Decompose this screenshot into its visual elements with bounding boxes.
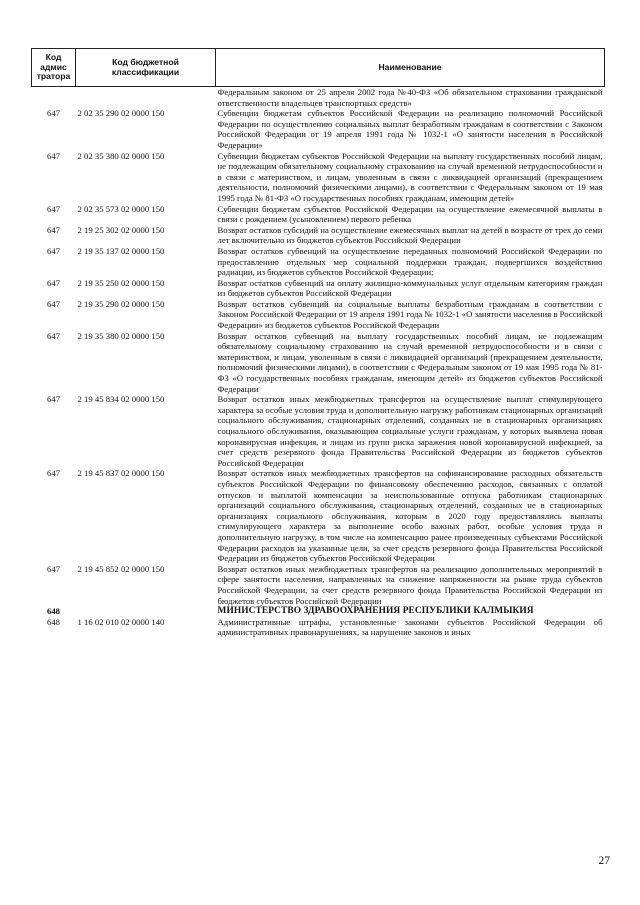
budget-code-cell: 1 16 02 010 02 0000 140 (77, 616, 165, 627)
budget-code-cell: 2 19 35 290 02 0000 150 (77, 298, 165, 309)
table-body (32, 87, 605, 638)
table-row (32, 108, 605, 150)
admin-code-cell (32, 87, 76, 109)
name-cell: Возврат остатков субвенций на социальные выплаты безработным гражданам в соответствии с Законом Российской Федерации от 19 апреля 1991 года № 1032-1 «О занятости населения в Российской Федерации» из бюджетов субъектов Российской Федерации (217, 298, 603, 331)
document-page (31, 48, 604, 638)
header-admin-code: Код адмис тратора (32, 49, 76, 87)
table-row (32, 204, 605, 225)
ministry-row (32, 606, 605, 617)
admin-code-cell: 647 (46, 245, 61, 256)
budget-code-cell: 2 19 35 380 02 0000 150 (77, 330, 165, 341)
budget-code-cell: 2 19 45 834 02 0000 150 (77, 394, 165, 405)
page-number: 27 (598, 855, 610, 867)
admin-code-cell: 647 (46, 203, 61, 214)
table-row (32, 394, 605, 468)
name-cell: Субвенции бюджетам субъектов Российской Федерации на выплату государственных пособий лицам, не подлежащим обязательному социальному страхованию на случай временной нетрудоспособности и в связи с материнством, и лицам, уволенным в связи с ликвидацией организаций (прекращением деятельности, полномочий физическими лицами), в соответствии с Федеральным законом от 19 мая 1995 года № 81-ФЗ «О государственных пособиях гражданам, имеющим детей» (217, 150, 603, 203)
table-row (32, 278, 605, 299)
table-row (32, 468, 605, 563)
admin-code-cell: 648 (46, 606, 61, 617)
admin-code-cell: 647 (46, 108, 61, 119)
table-header (32, 49, 605, 87)
name-cell: МИНИСТЕРСТВО ЗДРАВООХРАНЕНИЯ РЕСПУБЛИКИ КАЛМЫКИЯ (217, 606, 534, 617)
admin-code-cell: 647 (46, 298, 61, 309)
budget-code-cell: 2 19 35 137 02 0000 150 (77, 245, 165, 256)
name-cell: Возврат остатков субвенций на оплату жилищно-коммунальных услуг отдельным категориям граждан из бюджетов субъектов Российской Федерации (217, 277, 603, 299)
budget-code-cell: 2 02 35 290 02 0000 150 (77, 108, 165, 119)
budget-classification-table (31, 48, 605, 638)
admin-code-cell: 647 (46, 394, 61, 405)
header-budget-code: Код бюджетной классификации (76, 49, 216, 87)
budget-code-cell: 2 19 35 250 02 0000 150 (77, 277, 165, 288)
table-row (32, 151, 605, 204)
table-row (32, 331, 605, 395)
name-cell: Возврат остатков субвенций на осуществление переданных полномочий Российской Федерации по предоставлению отдельных мер социальной поддержки граждан, подвергшихся воздействию радиации, из бюджетов субъектов Российской Федерации; (217, 245, 603, 278)
budget-code-cell (76, 87, 216, 109)
admin-code-cell: 647 (46, 150, 61, 161)
table-row (32, 246, 605, 278)
table-row (32, 225, 605, 246)
budget-code-cell: 2 19 45 852 02 0000 150 (77, 563, 165, 574)
admin-code-cell: 647 (46, 224, 61, 235)
table-row (32, 299, 605, 331)
name-cell: Административные штрафы, установленные законами субъектов Российской Федерации об административных правонарушениях, за нарушение законов и иных (217, 616, 603, 638)
admin-code-cell: 647 (46, 277, 61, 288)
admin-code-cell: 647 (46, 468, 61, 479)
name-cell: Возврат остатков иных межбюджетных трансфертов на реализацию дополнительных мероприятий в сфере занятости населения, направленных на снижение напряженности на рынке труда субъектов Российской Федерации, за счет средств резервного фонда Правительства Российской Федерации из бюджетов субъектов Российской Федерации (217, 563, 603, 606)
header-name: Наименование (216, 49, 605, 87)
budget-code-cell: 2 02 35 380 02 0000 150 (77, 150, 165, 161)
name-cell: Возврат остатков субсидий на осуществление ежемесячных выплат на детей в возрасте от трех до семи лет включительно из бюджетов субъектов Российской Федерации (217, 224, 603, 246)
table-row (32, 87, 605, 109)
name-cell: Субвенции бюджетам субъектов Российской Федерации на реализацию полномочий Российской Федерации по осуществлению социальных выплат безработным гражданам в соответствии с Законом Российской Федерации от 19 апреля 1991 года № 1032-1 «О занятости населения в Российской Федерации» (217, 108, 603, 150)
budget-code-cell: 2 19 25 302 02 0000 150 (77, 224, 165, 235)
name-cell: Субвенции бюджетам субъектов Российской Федерации на осуществление ежемесячной выплаты в связи с рождением (усыновлением) первого ребенка (217, 203, 603, 225)
name-cell: Федеральным законом от 25 апреля 2002 года №40-ФЗ «Об обязательном страховании гражданской ответственности владельцев транспортных средств» (217, 87, 603, 108)
name-cell: Возврат остатков субвенций на выплату государственных пособий лицам, не подлежащим обязательному социальному страхованию на случай временной нетрудоспособности и в связи с материнством, и лицам, уволенным в связи с ликвидацией организаций (прекращением деятельности, полномочий физическими лицами), в соответствии с Федеральным законом от 19 мая 1995 года № 81-ФЗ «О государственных пособиях гражданам, имеющим детей» из бюджетов субъектов Российской Федерации (217, 330, 603, 394)
name-cell: Возврат остатков иных межбюджетных трансфертов на софинансирование расходных обязательств субъектов Российской Федерации по финансовому обеспечению расходов, связанных с оплатой отпусков и выплатой компенсации за неиспользованные отпуска работникам стационарных организаций социального обслуживания, стационарных отделений, созданных не в стационарных организациях социального обслуживания, которым в 2020 году предоставлялись выплаты стимулирующего характера за выполнение особо важных работ, особые условия труда и дополнительную нагрузку, в том числе на компенсацию ранее произведенных субъектами Российской Федерации расходов на указанные цели, за счет средств резервного фонда Правительства Российской Федерации из бюджетов субъектов Российской Федерации (217, 468, 603, 564)
budget-code-cell (76, 606, 216, 617)
table-row (32, 617, 605, 638)
table-row (32, 564, 605, 606)
budget-code-cell: 2 02 35 573 02 0000 150 (77, 203, 165, 214)
admin-code-cell: 647 (46, 330, 61, 341)
name-cell: Возврат остатков иных межбюджетных трансфертов на осуществление выплат стимулирующего характера за особые условия труда и дополнительную нагрузку работникам стационарных организаций социального обслуживания, стационарных отделений, созданных не в стационарных организациях социального обслуживания, оказывающим социальные услуги гражданам, у которых выявлена новая коронавирусная инфекция, и лицам из групп риска заражения новой коронавирусной инфекцией, за счет средств резервного фонда Правительства Российской Федерации из бюджетов субъектов Российской Федерации (217, 394, 603, 468)
admin-code-cell: 647 (46, 563, 61, 574)
admin-code-cell: 648 (46, 616, 61, 627)
budget-code-cell: 2 19 45 837 02 0000 150 (77, 468, 165, 479)
